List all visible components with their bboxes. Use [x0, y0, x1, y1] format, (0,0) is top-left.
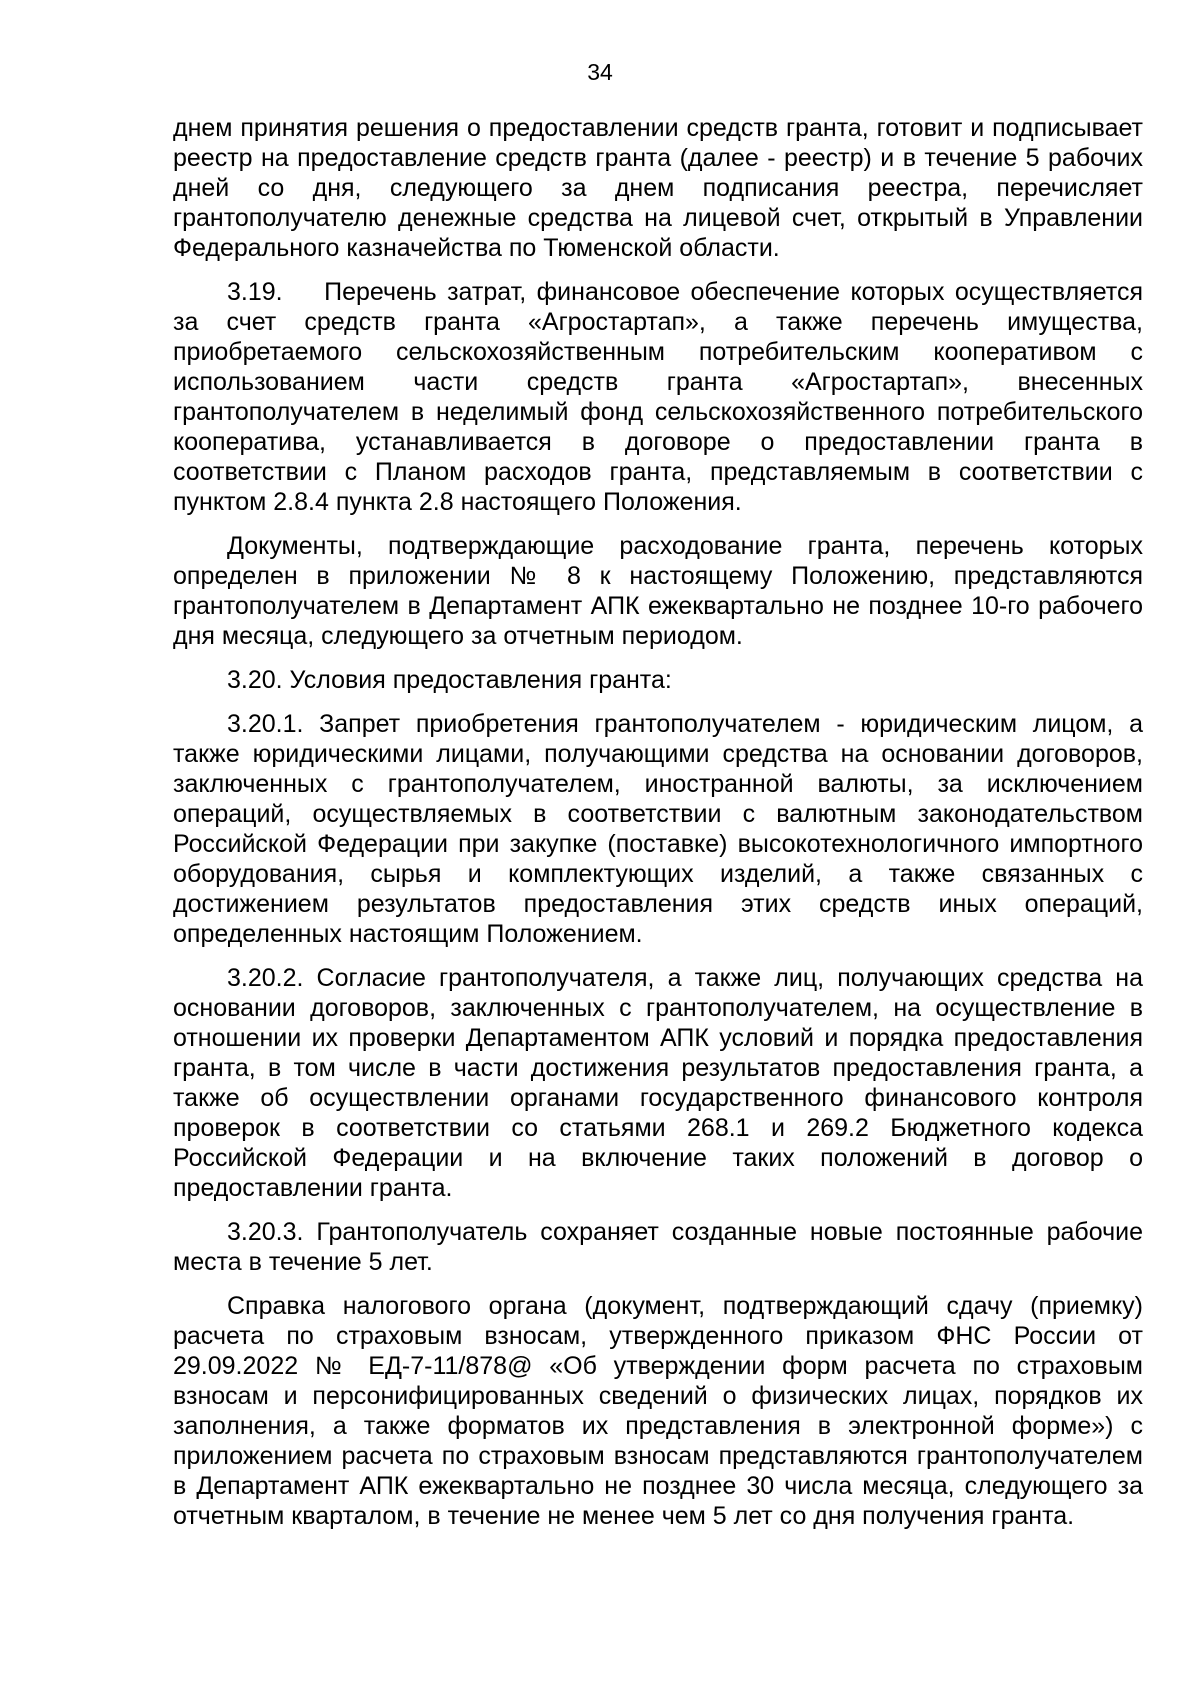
paragraph-3-20-3: 3.20.3. Грантополучатель сохраняет созданные новые постоянные рабочие места в течение 5 лет.: [173, 1218, 1143, 1276]
paragraph-3-19: 3.19. Перечень затрат, финансовое обеспечение которых осуществляется за счет средств гранта «Агростартап», а также перечень имущества, приобретаемого сельскохозяйственным потребительским кооперативом с использованием части средств гранта «Агростартап», внесенных грантополучателем в неделимый фонд сельскохозяйственного потребительского кооператива, устанавливается в договоре о предоставлении гранта в соответствии с Планом расходов гранта, представляемым в соответствии с пунктом 2.8.4 пункта 2.8 настоящего Положения.: [173, 278, 1143, 516]
paragraph-3-20-2: 3.20.2. Согласие грантополучателя, а также лиц, получающих средства на основании договоров, заключенных с грантополучателем, на осуществление в отношении их проверки Департаментом АПК условий и порядка предоставления гранта, в том числе в части достижения результатов предоставления гранта, а также об осуществлении органами государственного финансового контроля проверок в соответствии со статьями 268.1 и 269.2 Бюджетного кодекса Российской Федерации и на включение таких положений в договор о предоставлении гранта.: [173, 964, 1143, 1202]
paragraph-continuation: днем принятия решения о предоставлении средств гранта, готовит и подписывает реестр на предоставление средств гранта (далее - реестр) и в течение 5 рабочих дней со дня, следующего за днем подписания реестра, перечисляет грантополучателю денежные средства на лицевой счет, открытый в Управлении Федерального казначейства по Тюменской области.: [173, 114, 1143, 262]
paragraph-3-20-1: 3.20.1. Запрет приобретения грантополучателем - юридическим лицом, а также юридическими лицами, получающими средства на основании договоров, заключенных с грантополучателем, иностранной валюты, за исключением операций, осуществляемых в соответствии с валютным законодательством Российской Федерации при закупке (поставке) высокотехнологичного импортного оборудования, сырья и комплектующих изделий, а также связанных с достижением результатов предоставления этих средств иных операций, определенных настоящим Положением.: [173, 710, 1143, 948]
paragraph-expense-documents: Документы, подтверждающие расходование гранта, перечень которых определен в приложении № 8 к настоящему Положению, представляются грантополучателем в Департамент АПК ежеквартально не позднее 10-го рабочего дня месяца, следующего за отчетным периодом.: [173, 532, 1143, 650]
document-body: [173, 113, 1143, 1545]
page-number: 34: [587, 59, 613, 85]
paragraph-tax-certificate: Справка налогового органа (документ, подтверждающий сдачу (приемку) расчета по страховым взносам, утвержденного приказом ФНС России от 29.09.2022 № ЕД-7-11/878@ «Об утверждении форм расчета по страховым взносам и персонифицированных сведений о физических лицах, порядков их заполнения, а также форматов их представления в электронной форме») с приложением расчета по страховым взносам представляются грантополучателем в Департамент АПК ежеквартально не позднее 30 числа месяца, следующего за отчетным кварталом, в течение не менее чем 5 лет со дня получения гранта.: [173, 1292, 1143, 1530]
paragraph-3-20: 3.20. Условия предоставления гранта:: [227, 666, 672, 694]
